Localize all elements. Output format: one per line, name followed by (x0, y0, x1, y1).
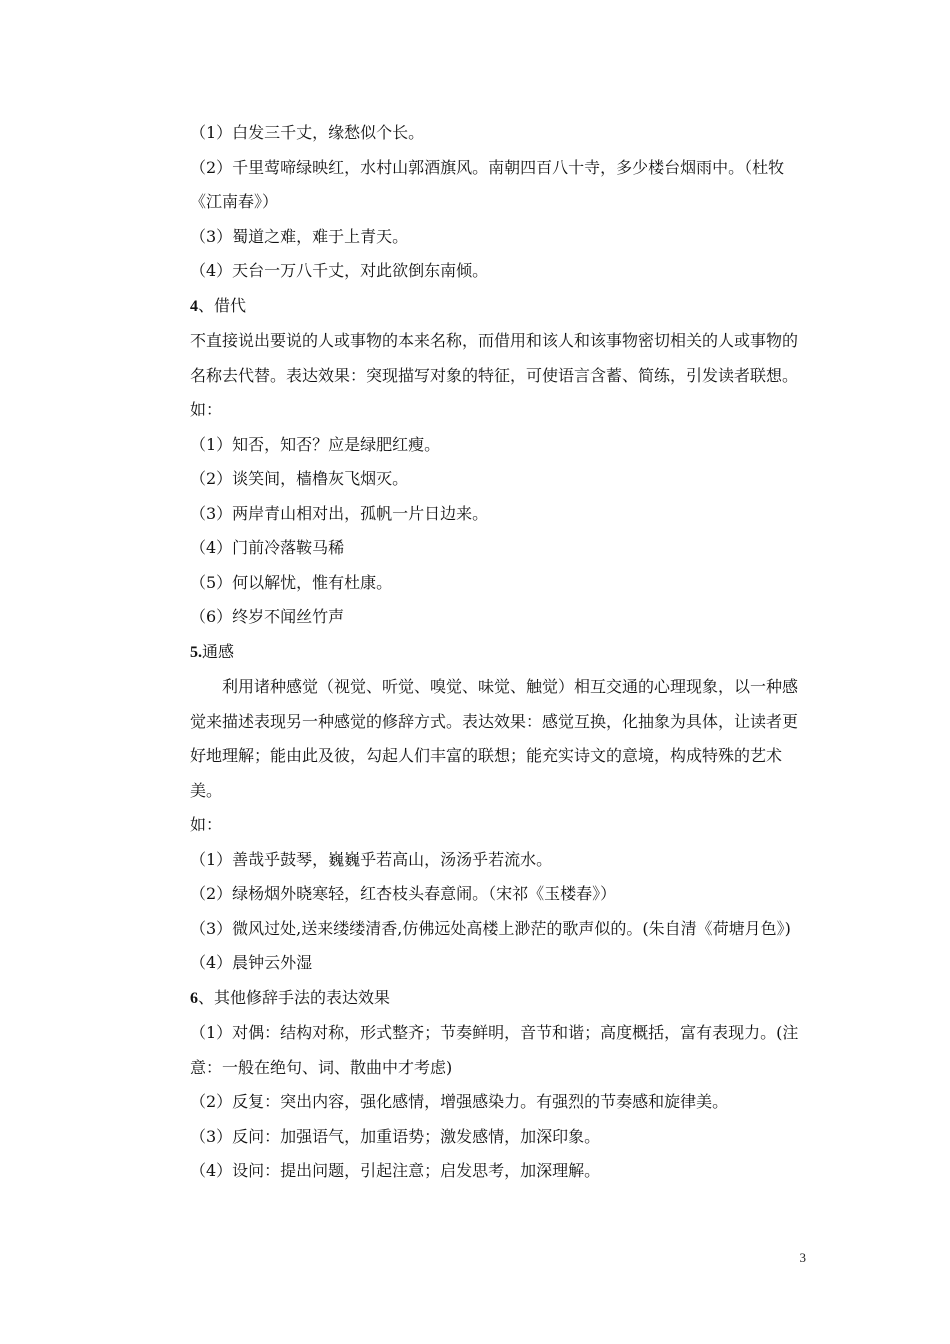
example-line: （3）两岸青山相对出，孤帆一片日边来。 (190, 503, 489, 523)
example-line: （1）知否，知否？应是绿肥红瘦。 (190, 434, 441, 454)
example-line: （4）门前冷落鞍马稀 (190, 538, 345, 557)
section-heading-5 (190, 635, 810, 671)
list-item: （3）反问：加强语气，加重语势；激发感情，加深印象。 (190, 1126, 601, 1146)
document-body (190, 116, 810, 1189)
section-heading-4 (190, 289, 810, 325)
example-line: （5）何以解忧，惟有杜康。 (190, 572, 393, 592)
section-title: 、借代 (198, 295, 247, 315)
example-line: （4）天台一万八千丈，对此欲倒东南倾。 (190, 261, 489, 280)
example-line: （2）绿杨烟外晓寒轻，红杏枝头春意闹。（宋祁《玉楼春》） (190, 884, 617, 903)
example-lead: 如： (190, 815, 223, 834)
example-line: （6）终岁不闻丝竹声 (190, 607, 345, 626)
section-title: 通感 (202, 641, 235, 661)
section-number: 4 (190, 297, 198, 315)
example-line: （1）善哉乎鼓琴，巍巍乎若高山，汤汤乎若流水。 (190, 849, 553, 869)
example-line: （1）白发三千丈，缘愁似个长。 (190, 123, 425, 142)
example-line: （2）千里莺啼绿映红，水村山郭酒旗风。南朝四百八十寺，多少楼台烟雨中。（杜牧《江南春》） (190, 157, 785, 211)
section-description: 不直接说出要说的人或事物的本来名称，而借用和该人和该事物密切相关的人或事物的名称去代替。表达效果：突现描写对象的特征，可使语言含蓄、简练，引发读者联想。如： (190, 331, 799, 419)
section-description: 利用诸种感觉（视觉、听觉、嗅觉、味觉、触觉）相互交通的心理现象，以一种感觉来描述表现另一种感觉的修辞方式。表达效果：感觉互换，化抽象为具体，让读者更好地理解；能由此及彼，勾起人们丰富的联想；能充实诗文的意境，构成特殊的艺术美。 (190, 677, 799, 800)
example-line: （2）谈笑间，樯橹灰飞烟灭。 (190, 469, 409, 488)
example-line: （4）晨钟云外湿 (190, 953, 313, 972)
section-number: 5. (190, 643, 202, 661)
section-number: 6 (190, 989, 198, 1007)
section-heading-6 (190, 981, 810, 1017)
page-number: 3 (799, 1250, 806, 1265)
list-item: （2）反复：突出内容，强化感情，增强感染力。有强烈的节奏感和旋律美。 (190, 1092, 729, 1111)
example-line: （3）蜀道之难，难于上青天。 (190, 226, 409, 246)
example-line: （3）微风过处,送来缕缕清香,仿佛远处高楼上渺茫的歌声似的。(朱自清《荷塘月色》) (190, 918, 791, 938)
section-title: 、其他修辞手法的表达效果 (198, 987, 391, 1007)
list-item: （4）设问：提出问题，引起注意；启发思考，加深理解。 (190, 1161, 601, 1180)
list-item: （1）对偶：结构对称，形式整齐；节奏鲜明，音节和谐；高度概括，富有表现力。(注意：一般在绝句、词、散曲中才考虑) (190, 1023, 799, 1077)
